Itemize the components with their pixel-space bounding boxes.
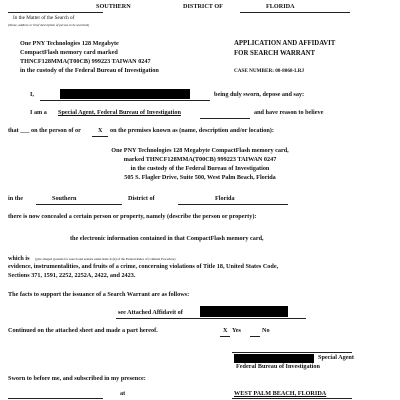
property-line: the electronic information contained in that CompactFlash memory card, — [70, 235, 264, 242]
matter-line2: (Name, address or brief description of person to be searched) — [8, 23, 90, 27]
premises-line3: in the custody of the Federal Bureau of Investigation — [130, 165, 270, 172]
case-number: CASE NUMBER: 08-8068-LRJ — [234, 68, 305, 74]
form-title2: FOR SEARCH WARRANT — [234, 50, 316, 57]
district2-rule — [36, 204, 122, 205]
matter-desc3: THNCF128MMA(T00CB) 999223 TAIWAN 0247 — [20, 58, 151, 65]
sworn-i: I, — [30, 91, 34, 98]
that-x-mark: X — [98, 127, 103, 134]
signature-rule — [232, 352, 352, 353]
continued-line: Continued on the attached sheet and made a part hereof. — [8, 327, 158, 334]
concealed-line: there is now concealed a certain person or property, namely (describe the person or property): — [8, 213, 257, 220]
matter-line1: In the Matter of the Search of — [13, 15, 75, 21]
state2-rule — [178, 204, 288, 205]
redaction-signature-name — [234, 354, 314, 363]
iam-prefix: I am a — [30, 109, 47, 116]
sig-org: Federal Bureau of Investigation — [236, 363, 320, 370]
see-affidavit: see Attached Affidavit of — [118, 309, 183, 316]
in-the: in the — [8, 195, 23, 202]
iam-title: Special Agent, Federal Bureau of Investigation — [58, 109, 181, 116]
which-small: (give alleged grounds for search and seizure under Rule 41(b) of the Federal Rules of Criminal Procedure) — [35, 256, 176, 261]
at-label: at — [120, 390, 126, 397]
header-state: FLORIDA — [266, 3, 295, 10]
header-district-part: SOUTHERN — [96, 3, 131, 10]
premises-line4: 505 S. Flagler Drive, Suite 500, West Palm Beach, Florida — [124, 174, 276, 181]
evidence-line2: Sections 371, 1591, 2252, 2252A, 2422, and 2423. — [8, 272, 136, 279]
that-tail: on the premises known as (name, description and/or location): — [110, 127, 274, 134]
x-rule — [92, 136, 108, 137]
district-of: District of — [128, 195, 155, 202]
state2: Florida — [215, 195, 235, 202]
form-title1: APPLICATION AND AFFIDAVIT — [234, 40, 336, 47]
redaction-affiant-affidavit — [200, 306, 288, 317]
district2: Southern — [52, 195, 77, 202]
no-label: No — [262, 327, 270, 334]
yes-rule — [220, 336, 230, 337]
that-line: that ___ on the person of or — [8, 127, 81, 134]
premises-line2: marked THNCF128MMA(T00CB) 999223 TAIWAN 0247 — [123, 156, 277, 163]
iam-rule — [200, 118, 250, 119]
date-rule — [8, 398, 103, 399]
city: WEST PALM BEACH, FLORIDA — [234, 390, 327, 397]
state-rule — [240, 12, 350, 13]
city-rule — [232, 398, 352, 399]
header-district-label: DISTRICT OF — [183, 3, 223, 10]
matter-desc4: in the custody of the Federal Bureau of Investigation — [20, 67, 159, 74]
matter-desc2: CompactFlash memory card marked — [20, 49, 118, 56]
redaction-affiant-name — [60, 89, 190, 99]
matter-desc1: One PNY Technologies 128 Megabyte — [20, 40, 119, 47]
evidence-line1: evidence, instrumentalities, and fruits of a crime, concerning violations of Title 18, United States Code, — [8, 263, 279, 270]
iam-tail: and have reason to believe — [254, 109, 324, 116]
sworn-before: Sworn to before me, and subscribed in my presence: — [8, 375, 146, 382]
continued-x-mark: X — [223, 327, 228, 334]
district-rule-left — [8, 12, 103, 13]
no-rule — [250, 336, 260, 337]
see-rule — [116, 318, 306, 319]
which-is: which is — [8, 255, 30, 262]
sig-title: Special Agent — [318, 354, 354, 361]
sworn-tail: being duly sworn, depose and say: — [214, 91, 305, 98]
affiant-rule — [40, 100, 210, 101]
facts-line: The facts to support the issuance of a Search Warrant are as follows: — [8, 291, 190, 298]
yes-label: Yes — [232, 327, 241, 334]
premises-line1: One PNY Technologies 128 Megabyte CompactFlash memory card, — [111, 147, 289, 154]
